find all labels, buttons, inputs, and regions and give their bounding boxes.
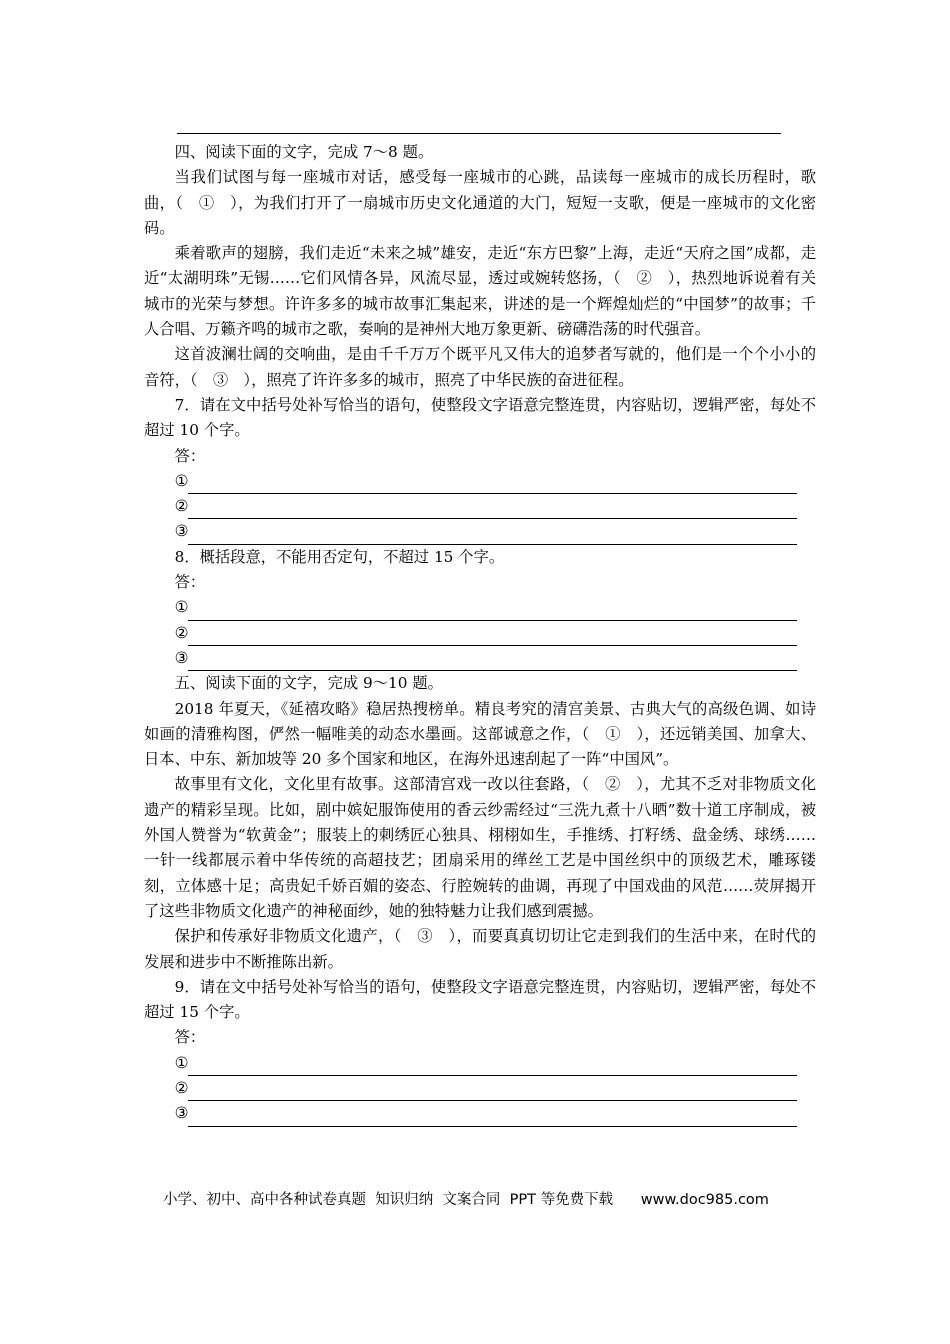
answer-blank-7-2[interactable]	[175, 494, 816, 519]
blank-number: ②	[174, 497, 189, 516]
answer-underline	[188, 602, 797, 621]
section-5-paragraph-1: 2018 年夏天，《延禧攻略》稳居热搜榜单。精良考究的清宫美景、古典大气的高级色调、如诗如画的清雅构图，俨然一幅唯美的动态水墨画。这部诚意之作，（ ① ），还远销美国、加拿大、日本、中东、新加坡等 20 多个国家和地区，在海外迅速刮起了一阵“中国风”。	[144, 699, 816, 769]
answer-blank-8-2[interactable]	[175, 621, 816, 646]
answer-label: 答：	[174, 446, 206, 465]
answer-blank-9-3[interactable]	[175, 1101, 816, 1126]
answer-underline	[188, 1057, 797, 1076]
question-8: 8．概括段意，不能用否定句，不超过 15 个字。	[174, 547, 505, 566]
section-5-heading: 五、阅读下面的文字，完成 9～10 题。	[174, 674, 443, 693]
footer-download-notice: 小学、初中、高中各种试卷真题 知识归纳 文案合同 PPT 等免费下载 www.doc985.com	[163, 1192, 769, 1208]
answer-blank-8-3[interactable]	[175, 646, 816, 671]
blank-number: ②	[174, 623, 189, 642]
blank-number: ①	[174, 471, 189, 490]
blank-number: ②	[174, 1078, 189, 1097]
blank-number: ③	[174, 648, 189, 667]
top-answer-line	[177, 133, 781, 134]
answer-underline	[188, 1082, 797, 1101]
answer-blank-9-2[interactable]	[175, 1076, 816, 1101]
blank-number: ③	[174, 522, 189, 541]
answer-label: 答：	[174, 1028, 206, 1047]
answer-blank-7-1[interactable]	[175, 469, 816, 494]
section-4-heading: 四、阅读下面的文字，完成 7～8 题。	[174, 143, 434, 161]
answer-label: 答：	[174, 573, 206, 592]
section-5-paragraph-3: 保护和传承好非物质文化遗产，（ ③ ），而要真真切切让它走到我们的生活中来，在时代的发展和进步中不断推陈出新。	[144, 927, 816, 971]
answer-underline	[188, 500, 797, 519]
blank-number: ①	[174, 1053, 189, 1072]
question-7: 7．请在文中括号处补写恰当的语句，使整段文字语意完整连贯，内容贴切，逻辑严密，每处不超过 10 个字。	[144, 395, 816, 440]
section-4-paragraph-1: 当我们试图与每一座城市对话，感受每一座城市的心跳，品读每一座城市的成长历程时，歌曲，（ ① ），为我们打开了一扇城市历史文化通道的大门，短短一支歌，便是一座城市的文化密码。	[144, 168, 816, 237]
question-9: 9．请在文中括号处补写恰当的语句，使整段文字语意完整连贯，内容贴切，逻辑严密，每处不超过 15 个字。	[144, 977, 816, 1022]
answer-underline	[188, 1108, 797, 1127]
section-4-paragraph-3: 这首波澜壮阔的交响曲，是由千千万万个既平凡又伟大的追梦者写就的，他们是一个个小小的音符，（ ③ ），照亮了许许多多的城市，照亮了中华民族的奋进征程。	[144, 345, 816, 389]
answer-underline	[188, 526, 797, 545]
answer-blank-7-3[interactable]	[175, 519, 816, 544]
blank-number: ①	[174, 598, 189, 617]
answer-underline	[188, 627, 797, 646]
answer-underline	[188, 652, 797, 671]
section-5-paragraph-2: 故事里有文化，文化里有故事。这部清宫戏一改以往套路，（ ② ），尤其不乏对非物质文化遗产的精彩呈现。比如，剧中嫔妃服饰使用的香云纱需经过“三洗九煮十八晒”数十道工序制成，被外国人赞誉为“软黄金”；服装上的刺绣匠心独具、栩栩如生，手推绣、打籽绣、盘金绣、球绣……一针一线都展示着中华传统的高超技艺；团扇采用的缂丝工艺是中国丝织中的顶级艺术，雕琢镂刻，立体感十足；高贵妃千娇百媚的姿态、行腔婉转的曲调，再现了中国戏曲的风范……荧屏揭开了这些非物质文化遗产的神秘面纱，她的独特魅力让我们感到震撼。	[144, 775, 816, 920]
blank-number: ③	[174, 1104, 189, 1123]
answer-blank-9-1[interactable]	[175, 1051, 816, 1076]
answer-blank-8-1[interactable]	[175, 595, 816, 620]
answer-underline	[188, 475, 797, 494]
section-4-paragraph-2: 乘着歌声的翅膀，我们走近“未来之城”雄安，走近“东方巴黎”上海，走近“天府之国”成都，走近“太湖明珠”无锡……它们风情各异，风流尽显，透过或婉转悠扬，（ ② ），热烈地诉说着有关城市的光荣与梦想。许许多多的城市故事汇集起来，讲述的是一个辉煌灿烂的“中国梦”的故事；千人合唱、万籁齐鸣的城市之歌，奏响的是神州大地万象更新、磅礴浩荡的时代强音。	[144, 244, 816, 339]
document-body	[144, 140, 816, 1127]
